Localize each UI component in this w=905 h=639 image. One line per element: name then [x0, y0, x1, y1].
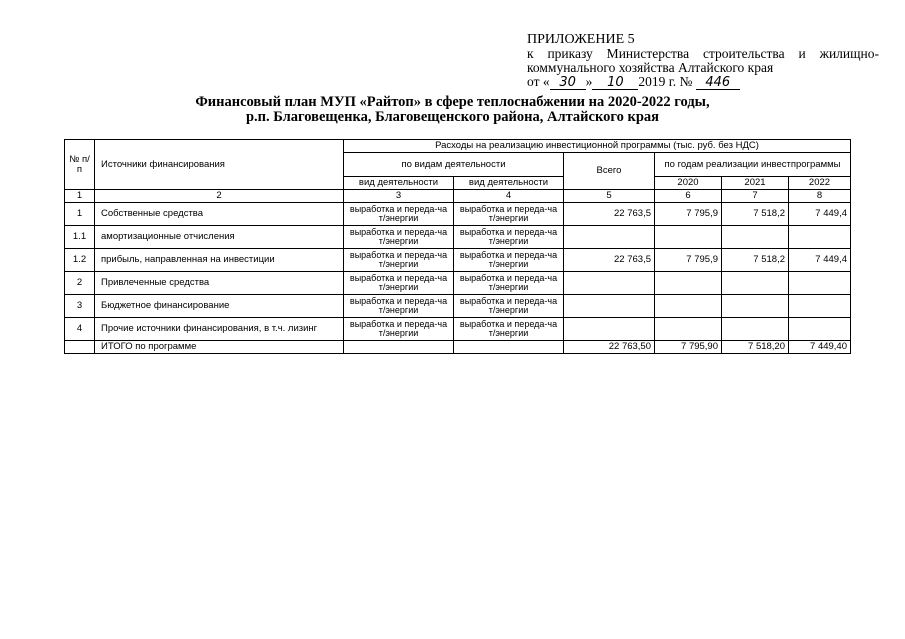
table-row — [65, 272, 851, 295]
row-activity-1: выработка и переда-ча т/энергии — [344, 203, 454, 226]
date-prefix: от « — [527, 74, 550, 89]
row-activity-2: выработка и переда-ча т/энергии — [454, 249, 564, 272]
row-activity-2: выработка и переда-ча т/энергии — [454, 226, 564, 249]
total-2021: 7 518,20 — [722, 341, 789, 354]
row-total — [564, 295, 655, 318]
column-number-row — [65, 190, 851, 203]
title-line-1: Финансовый план МУП «Райтоп» в сфере теплоснабжении на 2020-2022 годы, — [195, 94, 710, 110]
row-activity-1: выработка и переда-ча т/энергии — [344, 272, 454, 295]
row-2022: 7 449,4 — [789, 249, 851, 272]
total-activity-1 — [344, 341, 454, 354]
column-number: 6 — [655, 190, 722, 203]
row-activity-2: выработка и переда-ча т/энергии — [454, 272, 564, 295]
column-number: 7 — [722, 190, 789, 203]
row-2020 — [655, 272, 722, 295]
appendix-block — [527, 33, 879, 90]
row-activity-2: выработка и переда-ча т/энергии — [454, 203, 564, 226]
row-2021: 7 518,2 — [722, 203, 789, 226]
column-number: 3 — [344, 190, 454, 203]
row-total — [564, 226, 655, 249]
row-2022: 7 449,4 — [789, 203, 851, 226]
row-2021: 7 518,2 — [722, 249, 789, 272]
date-mid: » — [585, 74, 593, 89]
header-year-2022: 2022 — [789, 177, 851, 190]
row-activity-2: выработка и переда-ча т/энергии — [454, 318, 564, 341]
row-activity-1: выработка и переда-ча т/энергии — [344, 249, 454, 272]
date-day: 30 — [550, 77, 586, 90]
row-2021 — [722, 226, 789, 249]
total-sum: 22 763,50 — [564, 341, 655, 354]
date-month: 10 — [592, 77, 638, 90]
row-2021 — [722, 318, 789, 341]
header-num: № п/п — [65, 140, 95, 190]
total-2020: 7 795,90 — [655, 341, 722, 354]
row-num: 3 — [65, 295, 95, 318]
row-activity-1: выработка и переда-ча т/энергии — [344, 318, 454, 341]
row-2021 — [722, 295, 789, 318]
row-2022 — [789, 272, 851, 295]
row-num: 4 — [65, 318, 95, 341]
appendix-date-line — [527, 75, 879, 90]
document-title — [0, 95, 905, 125]
row-source: Прочие источники финансирования, в т.ч. лизинг — [95, 318, 344, 341]
table-row — [65, 226, 851, 249]
appendix-title: ПРИЛОЖЕНИЕ 5 — [527, 32, 635, 47]
column-number: 4 — [454, 190, 564, 203]
total-activity-2 — [454, 341, 564, 354]
total-2022: 7 449,40 — [789, 341, 851, 354]
row-source: Собственные средства — [95, 203, 344, 226]
table-row — [65, 295, 851, 318]
row-2020: 7 795,9 — [655, 249, 722, 272]
row-source: амортизационные отчисления — [95, 226, 344, 249]
header-source: Источники финансирования — [95, 140, 344, 190]
row-num: 1.2 — [65, 249, 95, 272]
header-by-years: по годам реализации инвестпрограммы — [655, 153, 851, 177]
row-num: 1 — [65, 203, 95, 226]
header-by-activity: по видам деятельности — [344, 153, 564, 177]
row-total — [564, 272, 655, 295]
row-total — [564, 318, 655, 341]
row-total: 22 763,5 — [564, 249, 655, 272]
header-row-1 — [65, 140, 851, 153]
total-num — [65, 341, 95, 354]
row-2020 — [655, 295, 722, 318]
title-line-2: р.п. Благовещенка, Благовещенского района, Алтайского края — [245, 109, 659, 125]
row-2022 — [789, 295, 851, 318]
header-expenses: Расходы на реализацию инвестиционной программы (тыс. руб. без НДС) — [344, 140, 851, 153]
total-row — [65, 341, 851, 354]
table-row — [65, 249, 851, 272]
total-label: ИТОГО по программе — [95, 341, 344, 354]
table-row — [65, 203, 851, 226]
header-total: Всего — [564, 153, 655, 190]
header-year-2021: 2021 — [722, 177, 789, 190]
row-num: 2 — [65, 272, 95, 295]
row-activity-1: выработка и переда-ча т/энергии — [344, 295, 454, 318]
row-source: Привлеченные средства — [95, 272, 344, 295]
row-2021 — [722, 272, 789, 295]
row-activity-2: выработка и переда-ча т/энергии — [454, 295, 564, 318]
financial-plan-table — [64, 139, 851, 354]
column-number: 8 — [789, 190, 851, 203]
row-total: 22 763,5 — [564, 203, 655, 226]
order-number: 446 — [696, 77, 740, 90]
row-2020: 7 795,9 — [655, 203, 722, 226]
header-activity-2: вид деятельности — [454, 177, 564, 190]
header-activity-1: вид деятельности — [344, 177, 454, 190]
row-2020 — [655, 318, 722, 341]
appendix-line-1: к приказу Министерства строительства и жилищно- — [527, 46, 879, 61]
row-source: прибыль, направленная на инвестиции — [95, 249, 344, 272]
column-number: 5 — [564, 190, 655, 203]
row-2022 — [789, 226, 851, 249]
header-year-2020: 2020 — [655, 177, 722, 190]
row-2020 — [655, 226, 722, 249]
row-num: 1.1 — [65, 226, 95, 249]
table-row — [65, 318, 851, 341]
column-number: 2 — [95, 190, 344, 203]
row-activity-1: выработка и переда-ча т/энергии — [344, 226, 454, 249]
column-number: 1 — [65, 190, 95, 203]
row-source: Бюджетное финансирование — [95, 295, 344, 318]
date-year: 2019 г. № — [638, 74, 693, 89]
appendix-line-2: коммунального хозяйства Алтайского края — [527, 60, 774, 75]
row-2022 — [789, 318, 851, 341]
